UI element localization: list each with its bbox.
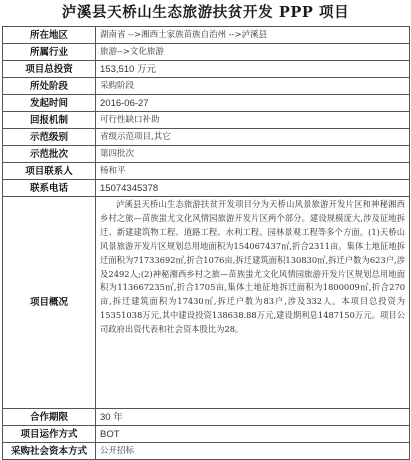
launch-date-value: 2016-06-27 bbox=[96, 95, 410, 112]
stage-value: 采购阶段 bbox=[96, 78, 410, 95]
row-cooperation-term bbox=[3, 409, 410, 426]
region-label: 所在地区 bbox=[3, 27, 96, 44]
contact-phone-label: 联系电话 bbox=[3, 180, 96, 197]
row-demo-batch bbox=[3, 146, 410, 163]
contact-phone-value: 15074345378 bbox=[96, 180, 410, 197]
demo-batch-value: 第四批次 bbox=[96, 146, 410, 163]
operation-mode-label: 项目运作方式 bbox=[3, 426, 96, 443]
row-launch-date bbox=[3, 95, 410, 112]
row-contact-person bbox=[3, 163, 410, 180]
row-demo-level bbox=[3, 129, 410, 146]
demo-level-label: 示范级别 bbox=[3, 129, 96, 146]
return-mechanism-label: 回报机制 bbox=[3, 112, 96, 129]
overview-label: 项目概况 bbox=[3, 197, 96, 409]
contact-person-value: 杨和平 bbox=[96, 163, 410, 180]
overview-text: 泸溪县天桥山生态旅游扶贫开发项目分为天桥山风景旅游开发片区和神秘湘西乡村之旅—苗族蚩尤文化风情园旅游开发片区两个部分。建设规模庞大,涉及征地拆迁、新建建筑物工程、道路工程、水利工程、园林景观工程等多个方面。(1)天桥山风景旅游开发片区规划总用地面积为154067437㎡,折合2311亩。集体土地征地拆迁面积为71733692㎡,折合1076亩,拆迁建筑面积130830㎡,拆迁户数为623户,涉及2492人;(2)神秘湘西乡村之旅—苗族蚩尤文化风情园旅游开发片区规划总用地面积为113667235㎡,折合1705亩,集体土地征地拆迁面积为1800009㎡,折合270亩,拆迁建筑面积为17430㎡,拆迁户数为83户,涉及332人。本项目总投资为15351038万元,其中建设投资138638.88万元,建设期利息1487150万元。项目公司政府出资代表和社会资本股比为28。 bbox=[96, 197, 410, 409]
total-investment-value: 153,510 万元 bbox=[96, 61, 410, 78]
region-value: 湖南省 -->湘西土家族苗族自治州 -->泸溪县 bbox=[96, 27, 410, 44]
row-contact-phone bbox=[3, 180, 410, 197]
row-operation-mode bbox=[3, 426, 410, 443]
procurement-method-label: 采购社会资本方式 bbox=[3, 443, 96, 460]
row-total-investment bbox=[3, 61, 410, 78]
row-procurement-method bbox=[3, 443, 410, 460]
demo-batch-label: 示范批次 bbox=[3, 146, 96, 163]
demo-level-value: 省级示范项目,其它 bbox=[96, 129, 410, 146]
row-industry bbox=[3, 44, 410, 61]
row-return-mechanism bbox=[3, 112, 410, 129]
launch-date-label: 发起时间 bbox=[3, 95, 96, 112]
return-mechanism-value: 可行性缺口补助 bbox=[96, 112, 410, 129]
page-title: 泸溪县天桥山生态旅游扶贫开发 PPP 项目 bbox=[61, 4, 350, 21]
cooperation-term-value: 30 年 bbox=[96, 409, 410, 426]
contact-person-label: 项目联系人 bbox=[3, 163, 96, 180]
row-stage bbox=[3, 78, 410, 95]
industry-label: 所属行业 bbox=[3, 44, 96, 61]
cooperation-term-label: 合作期限 bbox=[3, 409, 96, 426]
procurement-method-value: 公开招标 bbox=[96, 443, 410, 460]
total-investment-label: 项目总投资 bbox=[3, 61, 96, 78]
stage-label: 所处阶段 bbox=[3, 78, 96, 95]
industry-value: 旅游-->文化旅游 bbox=[96, 44, 410, 61]
project-info-table bbox=[2, 26, 410, 460]
row-region bbox=[3, 27, 410, 44]
row-overview bbox=[3, 197, 410, 409]
operation-mode-value: BOT bbox=[96, 426, 410, 443]
